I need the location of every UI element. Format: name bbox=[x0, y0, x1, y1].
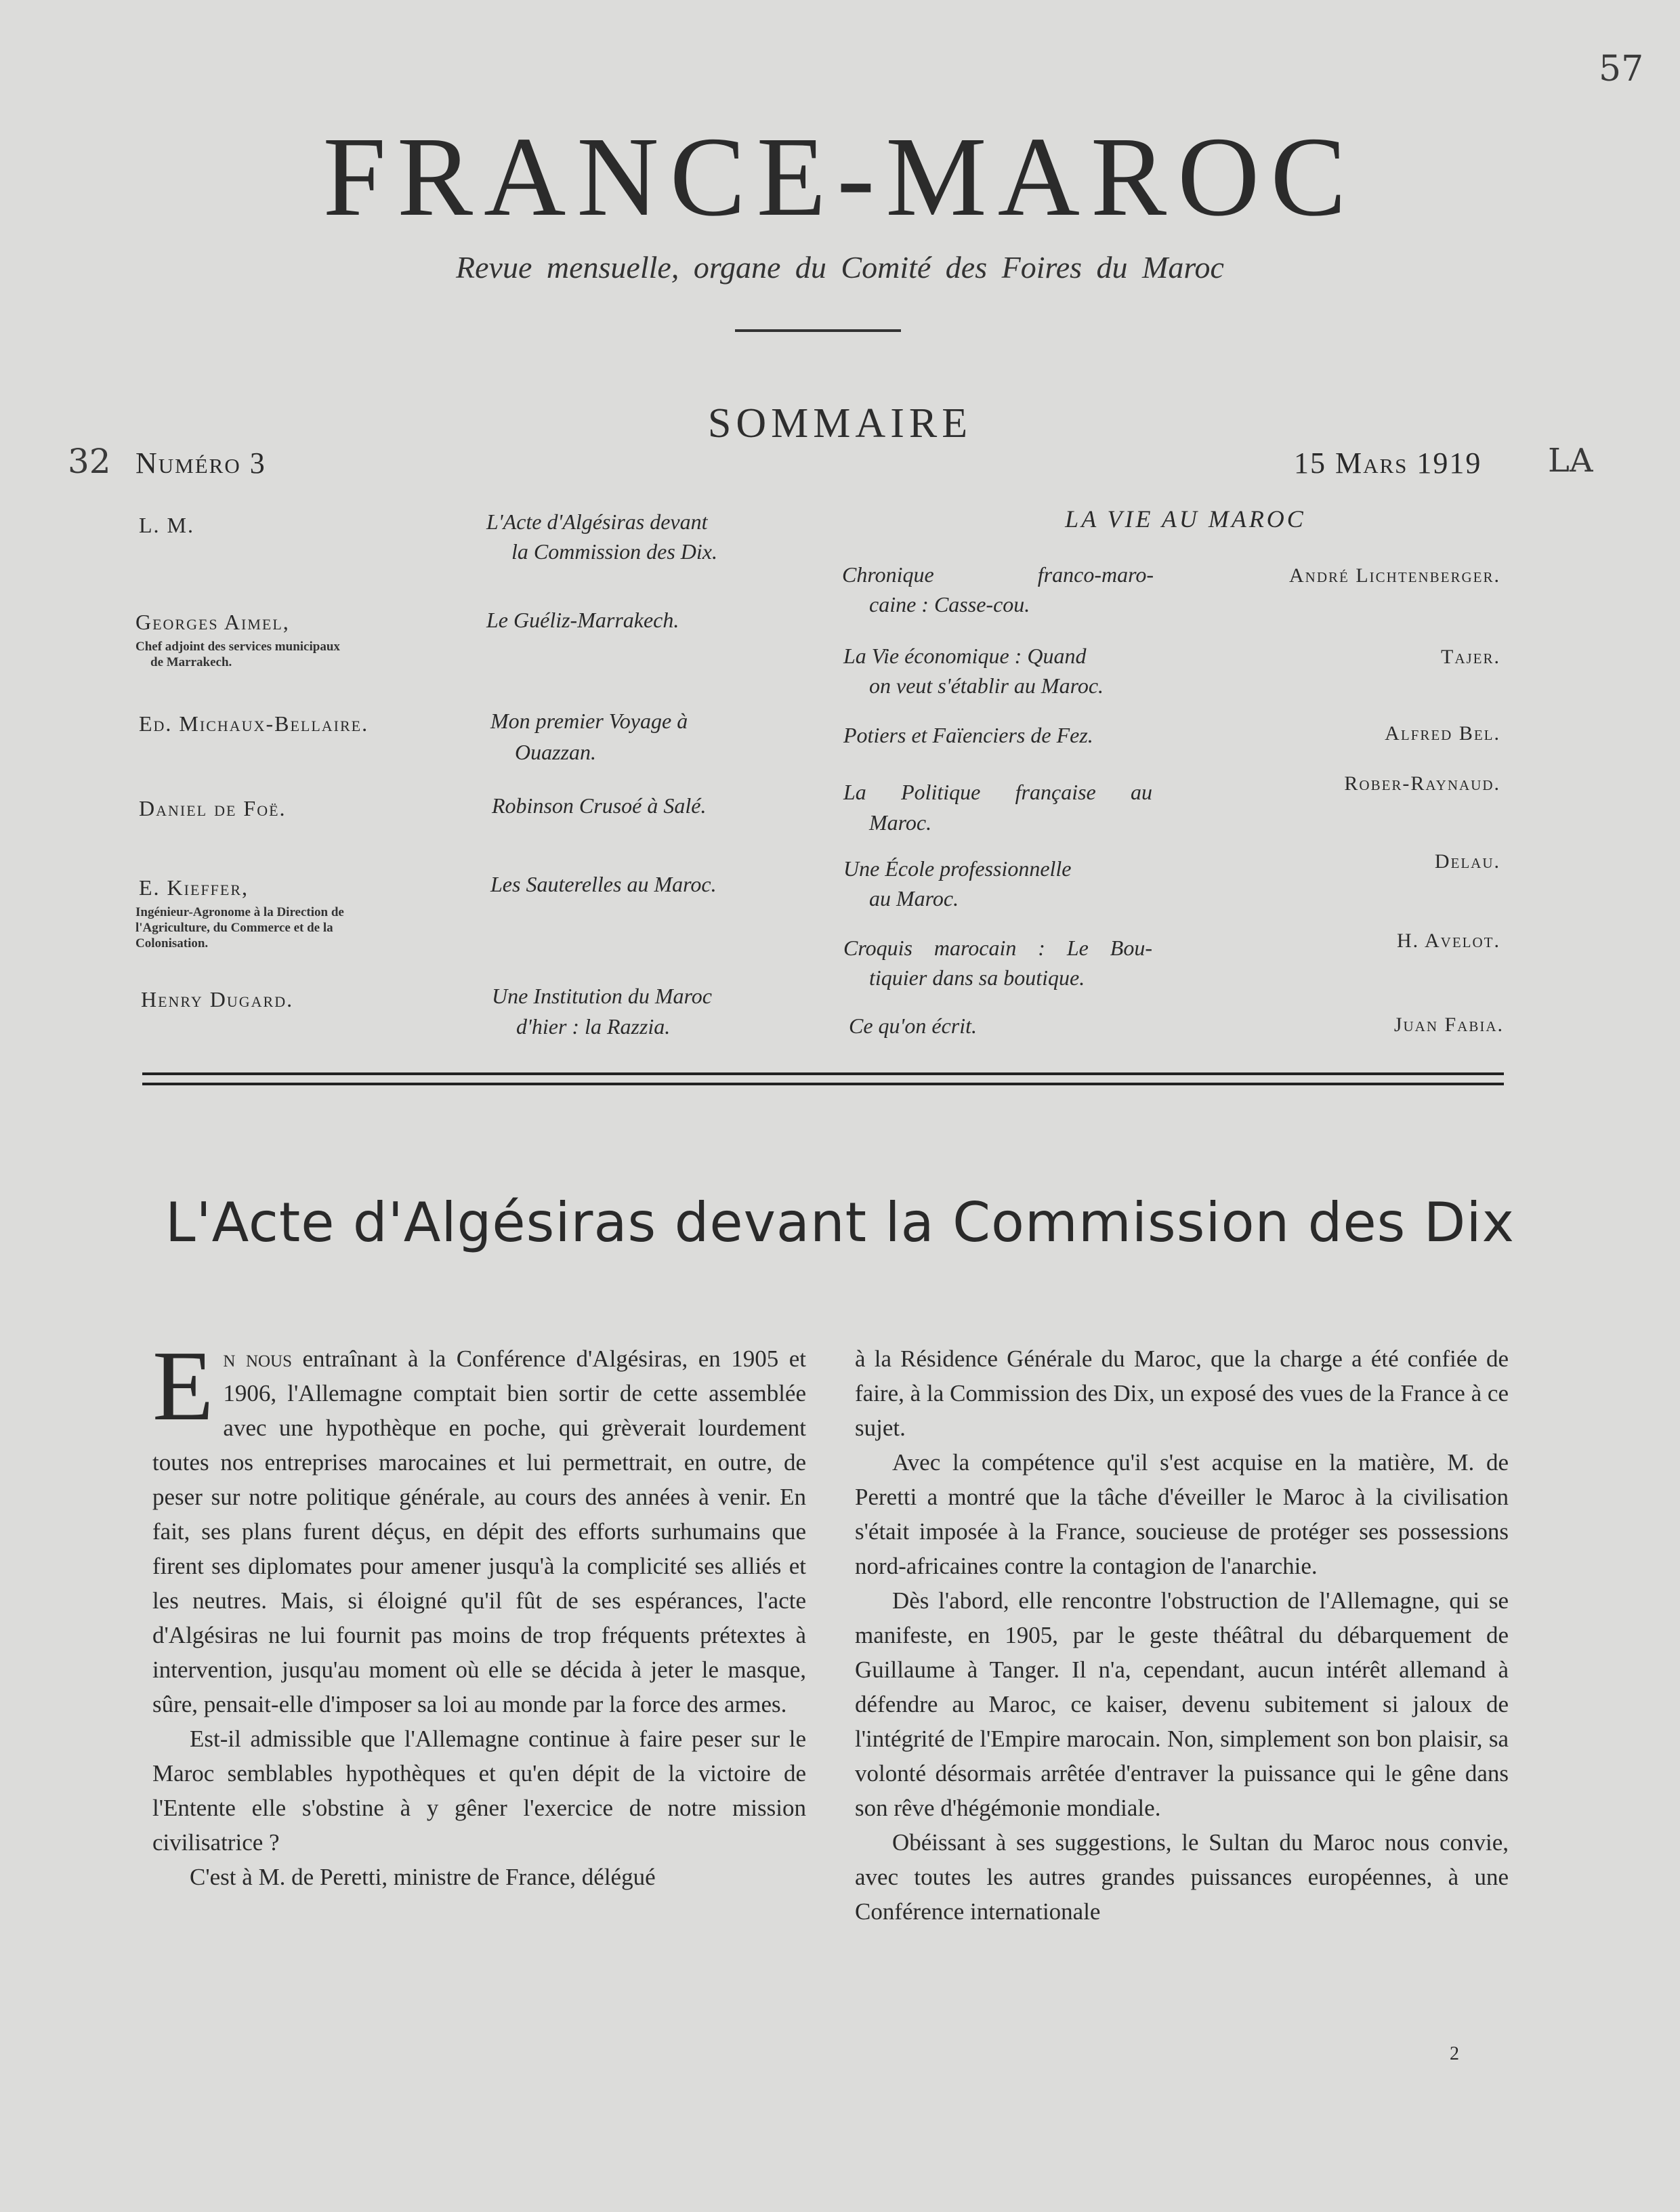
toc-author-role: de Marrakech. bbox=[150, 655, 232, 669]
toc-author: Juan Fabia. bbox=[1393, 1014, 1504, 1036]
toc-title: Croquis marocain : Le Bou- bbox=[843, 936, 1152, 960]
toc-title: Les Sauterelles au Maroc. bbox=[490, 872, 717, 896]
sommaire-heading: SOMMAIRE bbox=[707, 400, 973, 446]
article-paragraph: Est-il admissible que l'Allemagne continue à faire peser sur le Maroc semblables hypothèques et qu'en dépit de la victoire de l'Entente elle s'obstine à y gêner l'exercice de notre mission civilisatrice ? bbox=[152, 1726, 806, 1856]
article-paragraph: C'est à M. de Peretti, ministre de France, délégué bbox=[190, 1864, 656, 1890]
toc-author: Delau. bbox=[1434, 850, 1500, 873]
toc-section-heading: LA VIE AU MAROC bbox=[1065, 505, 1306, 533]
toc-author: H. Avelot. bbox=[1397, 930, 1500, 952]
toc-title: Chronique franco-maro- bbox=[842, 562, 1154, 587]
toc-author: Daniel de Foë. bbox=[139, 796, 287, 820]
toc-title: La Vie économique : Quand bbox=[843, 644, 1087, 668]
toc-author: Georges Aimel, bbox=[135, 610, 290, 634]
article-paragraph: En nous entraînant à la Conférence d'Algésiras, en 1905 et 1906, l'Allemagne comptait bien sortir de cette assemblée avec une hypothèque en poche, qui grèverait lourdement toutes nos entreprises marocaines et lui permettrait, en outre, de peser sur notre politique générale, au cours des années à venir. En fait, ses plans furent déçus, en dépit des efforts surhumains que firent ses diplomates pour amener jusqu'à la complicité ses alliés et les neutres. Mais, si éloigné qu'il fût de ses espérances, l'acte d'Algésiras ne lui fournit pas moins de trop fréquents prétextes à intervention, jusqu'au moment où elle se décida à jeter le masque, sûre, pensait-elle d'imposer sa loi au monde par la force des armes. bbox=[152, 1331, 807, 1717]
masthead-subtitle: Revue mensuelle, organe du Comité des Foires du Maroc bbox=[456, 250, 1224, 285]
toc-title: on veut s'établir au Maroc. bbox=[869, 673, 1104, 698]
handwritten-folio: 57 bbox=[1599, 49, 1644, 89]
toc-title: Mon premier Voyage à bbox=[490, 709, 688, 733]
toc-title: au Maroc. bbox=[869, 886, 959, 911]
toc-title: Ouazzan. bbox=[515, 740, 597, 764]
toc-author: Ed. Michaux-Bellaire. bbox=[139, 711, 369, 736]
article-paragraph: à la Résidence Générale du Maroc, que la charge a été confiée de faire, à la Commission des Dix, un exposé des vues de la France à ce sujet. bbox=[855, 1345, 1509, 1441]
header-divider bbox=[735, 329, 901, 332]
toc-title: d'hier : la Razzia. bbox=[516, 1014, 671, 1039]
toc-author: André Lichtenberger. bbox=[1289, 564, 1500, 587]
drop-cap: E bbox=[152, 1331, 214, 1442]
toc-title: La Politique française au bbox=[843, 780, 1152, 804]
toc-title: Une Institution du Maroc bbox=[492, 984, 712, 1008]
toc-title: Le Guéliz-Marrakech. bbox=[486, 608, 679, 632]
toc-title: Potiers et Faïenciers de Fez. bbox=[843, 723, 1093, 747]
page-number: 2 bbox=[1450, 2043, 1459, 2064]
toc-title: Ce qu'on écrit. bbox=[849, 1014, 978, 1038]
article-column-1 bbox=[152, 1331, 807, 1894]
toc-title: la Commission des Dix. bbox=[511, 539, 717, 564]
section-divider bbox=[142, 1072, 1504, 1075]
toc-author-role: l'Agriculture, du Commerce et de la bbox=[135, 921, 333, 935]
handwritten-right-mark: LA bbox=[1548, 442, 1593, 480]
toc-title: Robinson Crusoé à Salé. bbox=[492, 793, 707, 818]
toc-author-role: Chef adjoint des services municipaux bbox=[135, 640, 340, 654]
article-title: L'Acte d'Algésiras devant la Commission des Dix bbox=[165, 1191, 1515, 1254]
article-paragraph: Avec la compétence qu'il s'est acquise en la matière, M. de Peretti a montré que la tâche d'éveiller le Maroc à la civilisation s'était imposée à la France, soucieuse de protéger ses possessions nord-africaines contre la contagion de l'anarchie. bbox=[855, 1449, 1509, 1579]
toc-title: L'Acte d'Algésiras devant bbox=[486, 509, 708, 534]
article-column-2 bbox=[855, 1341, 1509, 1929]
issue-date: 15 Mars 1919 bbox=[1294, 446, 1482, 480]
toc-author: Rober-Raynaud. bbox=[1344, 772, 1500, 795]
toc-title: Maroc. bbox=[869, 810, 932, 835]
toc-title: Une École professionnelle bbox=[843, 856, 1072, 881]
article-paragraph: Obéissant à ses suggestions, le Sultan du Maroc nous convie, avec toutes les autres grandes puissances européennes, à une Conférence internationale bbox=[855, 1829, 1509, 1925]
section-divider bbox=[142, 1083, 1504, 1085]
toc-title: tiquier dans sa boutique. bbox=[869, 965, 1085, 990]
article-paragraph: Dès l'abord, elle rencontre l'obstruction de l'Allemagne, qui se manifeste, en 1905, par le geste théâtral du débarquement de Guillaume à Tanger. Il n'a, cependant, aucun intérêt allemand à défendre au Maroc, ce kaiser, devenu subitement si jaloux de l'intégrité de l'Empire marocain. Non, simplement son bon plaisir, sa volonté désormais arrêtée d'entraver la puissance qui le gêne dans son rêve d'hégémonie mondiale. bbox=[855, 1587, 1509, 1821]
toc-author: Alfred Bel. bbox=[1385, 722, 1500, 745]
toc-author: Tajer. bbox=[1441, 646, 1500, 668]
toc-author: Henry Dugard. bbox=[141, 987, 294, 1011]
issue-number: Numéro 3 bbox=[135, 446, 266, 480]
lead-words: n nous bbox=[223, 1345, 293, 1372]
toc-title: caine : Casse-cou. bbox=[869, 592, 1030, 617]
toc-author-role: Ingénieur-Agronome à la Direction de bbox=[135, 905, 344, 919]
handwritten-left-mark: 32 bbox=[68, 442, 111, 481]
toc-author: E. Kieffer, bbox=[139, 875, 249, 900]
toc-author: L. M. bbox=[139, 513, 194, 537]
toc-author-role: Colonisation. bbox=[135, 936, 209, 951]
masthead-title: FRANCE-MAROC bbox=[322, 114, 1358, 240]
